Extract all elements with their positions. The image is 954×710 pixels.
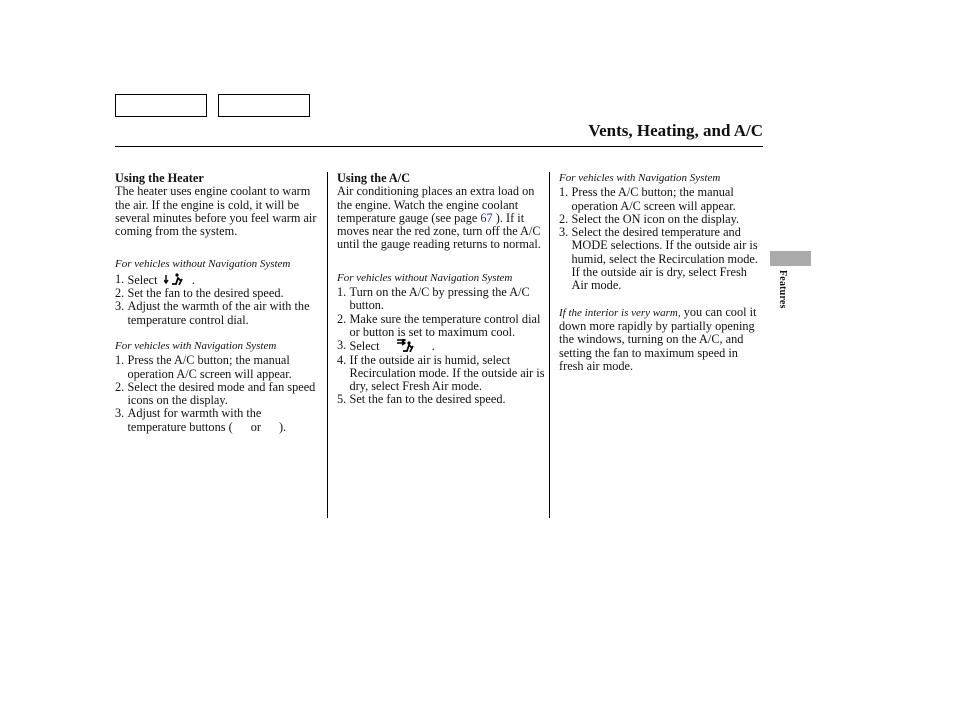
title-rule <box>115 146 763 147</box>
list-item: 3. Adjust the warmth of the air with the temperature control dial. <box>115 299 310 327</box>
section-tab-label: Features <box>777 270 788 309</box>
column-divider <box>549 172 550 518</box>
subheading-with-nav: For vehicles with Navigation System <box>115 339 277 352</box>
dash-vent-mode-icon <box>395 339 417 352</box>
column-heater <box>115 172 320 434</box>
heater-intro: The heater uses engine coolant to warm the air. If the engine is cold, it will be several minutes before you feel warm air coming from the system. <box>115 184 317 239</box>
floor-vent-mode-icon <box>164 273 186 286</box>
list-item: 2. Select the ON icon on the display. <box>559 211 740 226</box>
heading-using-heater: Using the Heater <box>115 171 204 185</box>
list-item: 1. Select . <box>115 271 195 287</box>
column-divider <box>327 172 328 518</box>
list-item: 3. Select . <box>337 338 435 354</box>
nav-box-index[interactable] <box>218 94 310 117</box>
subheading-without-nav: For vehicles without Navigation System <box>115 258 291 271</box>
list-item: 2. Set the fan to the desired speed. <box>115 286 284 301</box>
ac-steps <box>337 286 545 407</box>
warm-interior-tip: If the interior is very warm, you can cool it down more rapidly by partially opening the windows, turning on the A/C, and setting the fan to maximum speed in fresh air mode. <box>559 304 757 373</box>
list-item: 2. Select the desired mode and fan speed icons on the display. <box>115 379 316 408</box>
list-item: 1. Press the A/C button; the manual operation A/C screen will appear. <box>559 185 736 213</box>
page-67-link[interactable]: 67 <box>480 210 493 225</box>
column-ac-nav <box>559 172 765 373</box>
nav-box-main-menu[interactable] <box>115 94 207 117</box>
column-ac <box>337 172 545 407</box>
list-item: 3. Select the desired temperature and MODE selections. If the outside air is humid, select the Recirculation mode. If the outside air is dry, select Fresh Air mode. <box>559 225 758 293</box>
list-item: 1. Turn on the A/C by pressing the A/C button. <box>337 285 530 313</box>
heater-steps-without-nav <box>115 273 320 327</box>
section-tab-marker[interactable] <box>770 251 811 266</box>
list-item: 3. Adjust for warmth with the temperature buttons ( or ). <box>115 406 287 434</box>
ac-intro: Air conditioning places an extra load on the engine. Watch the engine coolant temperature gauge (see page 67 ). If it moves near the red zone, turn off the A/C until the gauge reading returns to normal. <box>337 184 541 252</box>
list-item: 4. If the outside air is humid, select Recirculation mode. If the outside air is dry, select Fresh Air mode. <box>337 352 545 394</box>
subheading-with-nav: For vehicles with Navigation System <box>559 172 721 184</box>
list-item: 1. Press the A/C button; the manual operation A/C screen will appear. <box>115 353 292 381</box>
list-item: 5. Set the fan to the desired speed. <box>337 392 506 407</box>
subheading-without-nav: For vehicles without Navigation System <box>337 271 513 284</box>
heading-using-ac: Using the A/C <box>337 171 411 185</box>
page-title: Vents, Heating, and A/C <box>588 121 763 140</box>
list-item: 2. Make sure the temperature control dial or button is set to maximum cool. <box>337 311 541 339</box>
ac-nav-steps <box>559 186 765 292</box>
heater-steps-with-nav <box>115 354 320 434</box>
